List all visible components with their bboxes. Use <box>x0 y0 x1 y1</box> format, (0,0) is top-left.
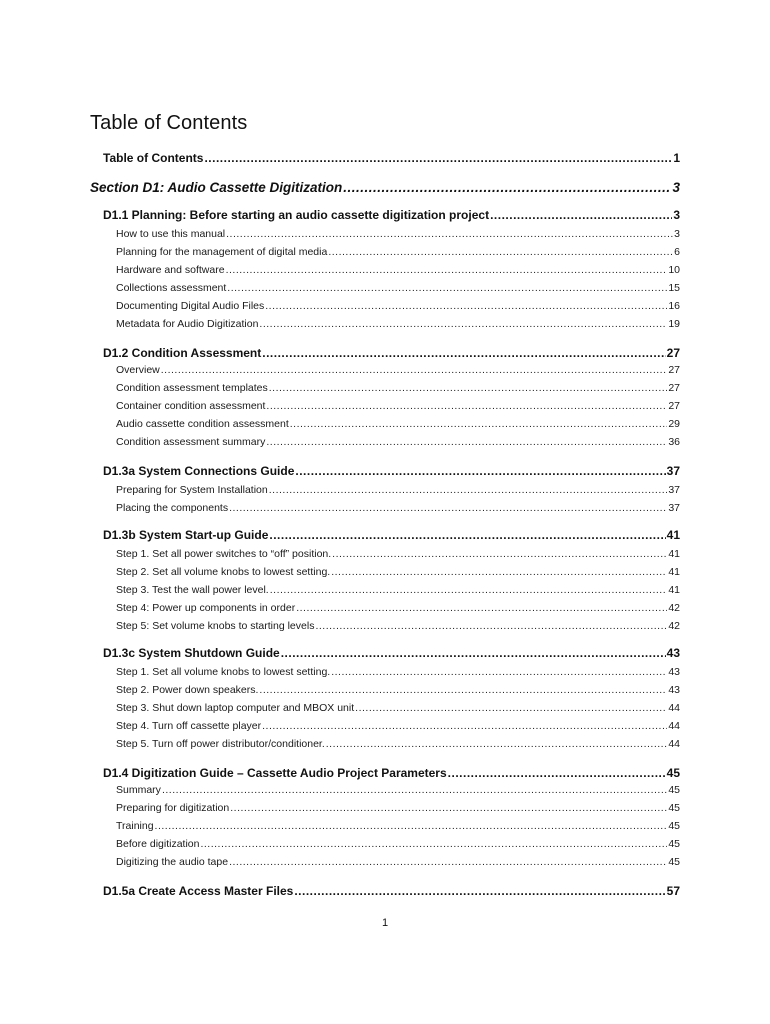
toc-entry-label: D1.4 Digitization Guide – Cassette Audio Project Parameters <box>103 766 447 780</box>
toc-subentry[interactable] <box>116 856 680 868</box>
toc-entry-label: D1.2 Condition Assessment <box>103 346 262 360</box>
toc-entry-page: 10 <box>668 264 680 276</box>
toc-subentry[interactable] <box>116 602 680 614</box>
toc-entry-label: Condition assessment templates <box>116 382 268 394</box>
dot-leader <box>328 246 673 258</box>
dot-leader <box>296 602 667 614</box>
toc-entry-label: Digitizing the audio tape <box>116 856 229 868</box>
toc-subentry[interactable] <box>116 502 680 514</box>
dot-leader <box>295 464 665 478</box>
dot-leader <box>490 208 672 222</box>
dot-leader <box>262 346 665 360</box>
toc-subentry[interactable] <box>116 802 680 814</box>
toc-entry-label: Step 5. Turn off power distributor/conditioner. <box>116 738 325 750</box>
dot-leader <box>355 702 667 714</box>
dot-leader <box>226 264 668 276</box>
toc-entry-label: Preparing for digitization <box>116 802 230 814</box>
toc-entry-label: Hardware and software <box>116 264 225 276</box>
toc-entry-page: 36 <box>668 436 680 448</box>
toc-entry-page: 3 <box>673 208 680 222</box>
toc-entry-page: 29 <box>668 418 680 430</box>
toc-entry-label: Container condition assessment <box>116 400 266 412</box>
toc-entry-page: 42 <box>668 602 680 614</box>
dot-leader <box>259 318 667 330</box>
dot-leader <box>315 620 667 632</box>
toc-subentry[interactable] <box>116 584 680 596</box>
toc-entry-page: 41 <box>668 584 680 596</box>
dot-leader <box>343 180 671 195</box>
toc-entry-page: 19 <box>668 318 680 330</box>
toc-entry-page: 41 <box>668 566 680 578</box>
page-number: 1 <box>381 917 389 929</box>
toc-subentry[interactable] <box>116 318 680 330</box>
dot-leader <box>200 838 667 850</box>
toc-entry-page: 6 <box>674 246 680 258</box>
dot-leader <box>294 884 665 898</box>
toc-subentry[interactable] <box>116 418 680 430</box>
toc-entry-page: 27 <box>668 400 680 412</box>
toc-subentry[interactable] <box>116 246 680 258</box>
toc-entry-page: 43 <box>668 684 680 696</box>
toc-entry-page: 45 <box>666 766 680 780</box>
toc-entry-label: Overview <box>116 364 160 376</box>
toc-entry-label: Table of Contents <box>103 151 204 165</box>
toc-section-entry[interactable] <box>90 180 680 195</box>
toc-subentry[interactable] <box>116 364 680 376</box>
toc-subentry[interactable] <box>116 720 680 732</box>
toc-entry-label: Condition assessment summary <box>116 436 266 448</box>
toc-entry-label: Audio cassette condition assessment <box>116 418 289 430</box>
toc-entry-page: 45 <box>668 856 680 868</box>
toc-entry-label: Placing the components <box>116 502 229 514</box>
toc-entry-label: Step 2. Power down speakers. <box>116 684 259 696</box>
toc-entry-label: Step 4: Power up components in order <box>116 602 296 614</box>
toc-chapter-entry[interactable] <box>103 766 680 780</box>
toc-entry-page: 37 <box>668 502 680 514</box>
dot-leader <box>332 548 667 560</box>
toc-subentry[interactable] <box>116 264 680 276</box>
dot-leader <box>290 418 668 430</box>
toc-entry-page: 3 <box>672 180 680 195</box>
toc-entry-label: Step 3. Test the wall power level. <box>116 584 269 596</box>
toc-subentry[interactable] <box>116 282 680 294</box>
toc-chapter-entry[interactable] <box>103 884 680 898</box>
toc-subentry[interactable] <box>116 548 680 560</box>
toc-entry-label: Before digitization <box>116 838 200 850</box>
toc-entry-page: 27 <box>666 346 680 360</box>
toc-subentry[interactable] <box>116 382 680 394</box>
toc-subentry[interactable] <box>116 838 680 850</box>
toc-subentry[interactable] <box>116 484 680 496</box>
toc-chapter-entry[interactable] <box>103 528 680 542</box>
toc-entry-page: 15 <box>668 282 680 294</box>
toc-entry-page: 27 <box>668 382 680 394</box>
toc-subentry[interactable] <box>116 702 680 714</box>
dot-leader <box>227 282 667 294</box>
dot-leader <box>331 566 667 578</box>
toc-entry-page: 3 <box>674 228 680 240</box>
dot-leader <box>155 820 668 832</box>
dot-leader <box>266 400 667 412</box>
toc-entry-label: Summary <box>116 784 161 796</box>
dot-leader <box>269 528 665 542</box>
toc-entry-label: D1.3c System Shutdown Guide <box>103 646 280 660</box>
toc-entry-label: Documenting Digital Audio Files <box>116 300 265 312</box>
toc-chapter-entry[interactable] <box>103 464 680 478</box>
dot-leader <box>265 300 667 312</box>
toc-entry-label: Section D1: Audio Cassette Digitization <box>90 180 343 195</box>
toc-entry-label: Training <box>116 820 154 832</box>
toc-entry-label: Collections assessment <box>116 282 227 294</box>
dot-leader <box>270 584 668 596</box>
toc-subentry[interactable] <box>116 738 680 750</box>
dot-leader <box>326 738 668 750</box>
toc-entry-page: 45 <box>668 802 680 814</box>
toc-entry-page: 37 <box>666 464 680 478</box>
toc-subentry[interactable] <box>116 684 680 696</box>
toc-entry-page: 42 <box>668 620 680 632</box>
toc-chapter-entry[interactable] <box>103 151 680 165</box>
toc-entry-page: 44 <box>668 720 680 732</box>
toc-entry-label: Metadata for Audio Digitization <box>116 318 259 330</box>
toc-subentry[interactable] <box>116 300 680 312</box>
dot-leader <box>226 228 673 240</box>
toc-entry-page: 43 <box>668 666 680 678</box>
toc-entry-label: D1.3b System Start-up Guide <box>103 528 269 542</box>
toc-chapter-entry[interactable] <box>103 346 680 360</box>
dot-leader <box>262 720 667 732</box>
toc-subentry[interactable] <box>116 666 680 678</box>
toc-entry-label: D1.5a Create Access Master Files <box>103 884 294 898</box>
dot-leader <box>204 151 672 165</box>
toc-subentry[interactable] <box>116 820 680 832</box>
toc-entry-label: How to use this manual <box>116 228 226 240</box>
dot-leader <box>448 766 666 780</box>
dot-leader <box>229 856 667 868</box>
dot-leader <box>269 382 668 394</box>
toc-entry-label: Step 1. Set all power switches to “off” position. <box>116 548 332 560</box>
toc-entry-label: D1.3a System Connections Guide <box>103 464 295 478</box>
toc-entry-page: 43 <box>666 646 680 660</box>
toc-entry-page: 41 <box>668 548 680 560</box>
dot-leader <box>281 646 666 660</box>
toc-entry-label: Step 4. Turn off cassette player <box>116 720 262 732</box>
dot-leader <box>259 684 667 696</box>
toc-entry-page: 41 <box>666 528 680 542</box>
dot-leader <box>230 802 667 814</box>
toc-chapter-entry[interactable] <box>103 208 680 222</box>
page-title: Table of Contents <box>90 112 248 134</box>
toc-subentry[interactable] <box>116 620 680 632</box>
toc-entry-page: 44 <box>668 702 680 714</box>
toc-entry-page: 45 <box>668 838 680 850</box>
toc-entry-label: Step 2. Set all volume knobs to lowest setting. <box>116 566 331 578</box>
toc-entry-page: 45 <box>668 820 680 832</box>
toc-entry-page: 45 <box>668 784 680 796</box>
toc-entry-label: Preparing for System Installation <box>116 484 268 496</box>
toc-subentry[interactable] <box>116 400 680 412</box>
dot-leader <box>162 784 667 796</box>
toc-entry-label: Step 3. Shut down laptop computer and MBOX unit <box>116 702 355 714</box>
toc-entry-page: 57 <box>666 884 680 898</box>
toc-entry-page: 44 <box>668 738 680 750</box>
dot-leader <box>331 666 667 678</box>
dot-leader <box>266 436 667 448</box>
dot-leader <box>161 364 668 376</box>
toc-entry-page: 16 <box>668 300 680 312</box>
toc-entry-label: Step 1. Set all volume knobs to lowest setting. <box>116 666 331 678</box>
toc-entry-page: 27 <box>668 364 680 376</box>
dot-leader <box>229 502 667 514</box>
toc-subentry[interactable] <box>116 228 680 240</box>
toc-subentry[interactable] <box>116 436 680 448</box>
toc-entry-label: Planning for the management of digital media <box>116 246 328 258</box>
toc-subentry[interactable] <box>116 566 680 578</box>
toc-entry-label: Step 5: Set volume knobs to starting levels <box>116 620 315 632</box>
toc-subentry[interactable] <box>116 784 680 796</box>
toc-chapter-entry[interactable] <box>103 646 680 660</box>
toc-entry-page: 1 <box>673 151 680 165</box>
toc-entry-page: 37 <box>668 484 680 496</box>
toc-entry-label: D1.1 Planning: Before starting an audio cassette digitization project <box>103 208 490 222</box>
dot-leader <box>269 484 668 496</box>
